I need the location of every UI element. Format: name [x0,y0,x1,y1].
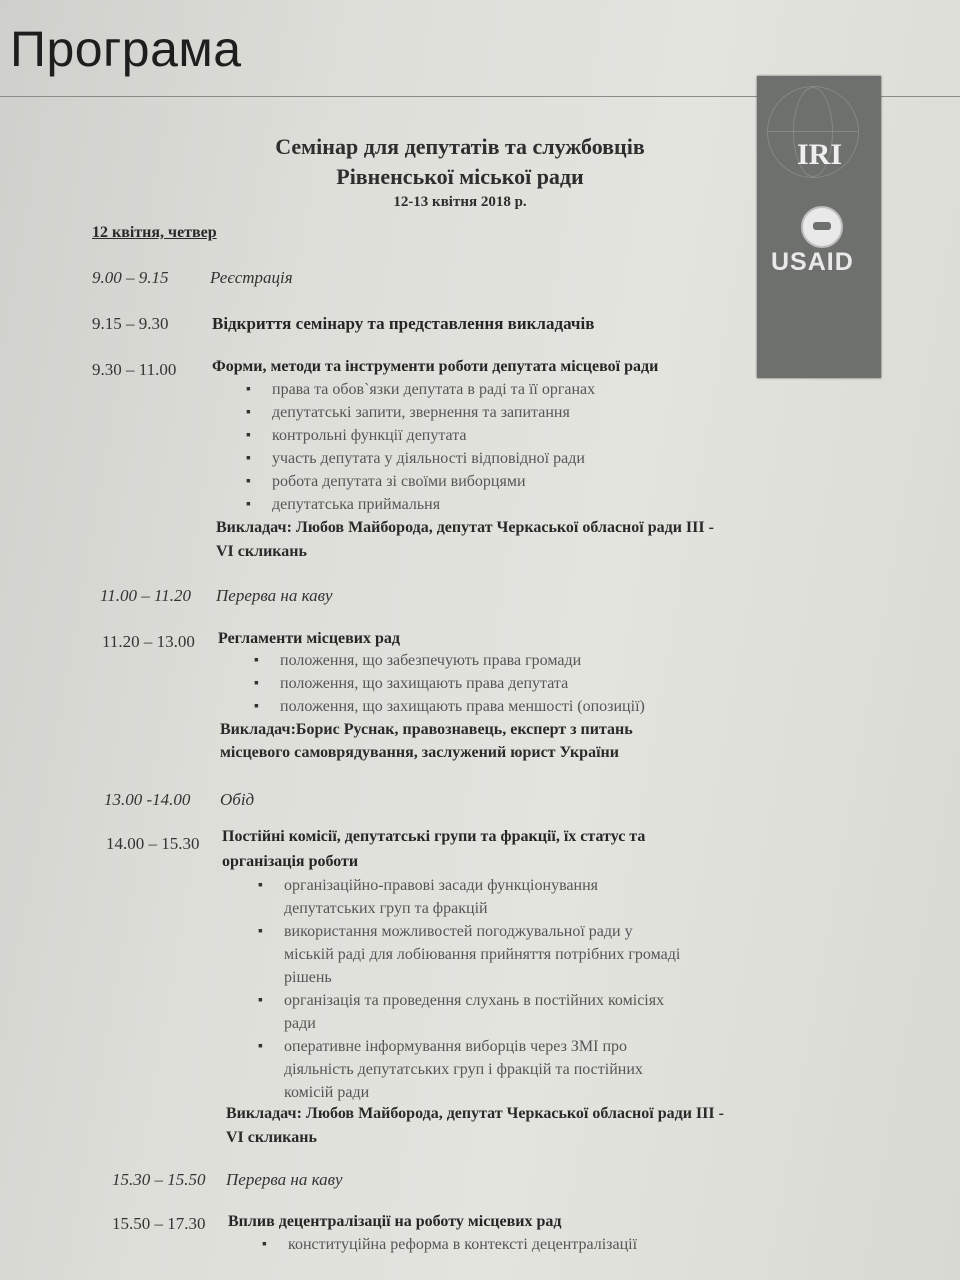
list-item: ▪ участь депутата у діяльності відповідної ради [272,447,585,470]
page-title: Програма [10,21,242,77]
bullet-icon: ▪ [246,428,251,443]
session-label: організація роботи [222,853,359,870]
list-item: ▪ контрольні функції депутата [272,424,467,447]
day-heading: 12 квітня, четвер [92,224,217,241]
session-label: Відкриття семінару та представлення викладачів [212,314,595,333]
session-label: Реєстрація [210,268,293,287]
bullet-icon: ▪ [258,993,263,1008]
list-item: рішень [284,969,332,986]
seminar-title-line-2: Рівненської міської ради [336,164,584,189]
list-item: ▪ положення, що забезпечують права громади [280,649,581,672]
bullet-icon: ▪ [246,474,251,489]
bullet-icon: ▪ [246,451,251,466]
session-time: 13.00 -14.00 [104,790,191,809]
list-item: ▪ права та обов`язки депутата в раді та її органах [272,378,595,401]
list-item: ▪ депутатські запити, звернення та запитання [272,401,570,424]
lecturer-line: Викладач: Любов Майборода, депутат Черкаської обласної ради III - [216,519,714,536]
session-time: 14.00 – 15.30 [106,834,200,853]
bullet-icon: ▪ [246,382,251,397]
list-item: ▪ робота депутата зі своїми виборцями [272,470,526,493]
bullet-icon: ▪ [254,676,259,691]
session-time: 15.30 – 15.50 [112,1170,206,1189]
session-time: 9.00 – 9.15 [92,268,169,287]
session-label: Перерва на каву [216,586,333,605]
session-time: 15.50 – 17.30 [112,1214,206,1233]
usaid-seal-icon [801,206,843,248]
list-item: ▪ положення, що захищають права меншості (опозиції) [280,695,645,718]
bullet-icon: ▪ [262,1237,267,1252]
list-item: міській раді для лобіювання прийняття потрібних громаді [284,946,681,963]
seminar-dates: 12-13 квітня 2018 р. [393,194,527,210]
bullet-icon: ▪ [254,699,259,714]
list-item: ▪ депутатська приймальня [272,493,440,516]
session-label: Форми, методи та інструменти роботи депутата місцевої ради [212,358,659,375]
session-label: Обід [220,790,255,809]
bullet-icon: ▪ [246,405,251,420]
list-item: депутатських груп та фракцій [284,900,488,917]
bullet-icon: ▪ [246,497,251,512]
iri-logo: IRI [797,138,843,171]
list-item: ▪ використання можливостей погоджувальної ради у [284,920,633,943]
lecturer-line: Викладач:Борис Руснак, правознавець, експерт з питань [220,721,633,738]
lecturer-line: місцевого самоврядування, заслужений юрист України [220,744,619,761]
session-time: 9.15 – 9.30 [92,314,169,333]
session-label: Вплив децентралізації на роботу місцевих рад [228,1213,562,1230]
list-item: ▪ організаційно-правові засади функціонування [284,874,598,897]
list-item: ▪ організація та проведення слухань в постійних комісіях [284,989,664,1012]
list-item: ▪ конституційна реформа в контексті децентралізації [288,1233,637,1256]
bullet-icon: ▪ [254,653,259,668]
seminar-title-line-1: Семінар для депутатів та службовців [275,134,645,159]
usaid-logo: USAID [771,248,854,276]
list-item: діяльність депутатських груп і фракцій та постійних [284,1061,643,1078]
sponsor-banner [757,76,881,378]
session-label: Перерва на каву [226,1170,343,1189]
session-time: 9.30 – 11.00 [92,360,177,379]
lecturer-line: VI скликань [226,1129,317,1146]
list-item: ▪ оперативне інформування виборців через ЗМІ про [284,1035,627,1058]
bullet-icon: ▪ [258,878,263,893]
list-item: ради [284,1015,316,1032]
list-item: ▪ положення, що захищають права депутата [280,672,568,695]
bullet-icon: ▪ [258,924,263,939]
session-label: Постійні комісії, депутатські групи та фракції, їх статус та [222,828,646,845]
session-label: Регламенти місцевих рад [218,630,401,647]
list-item: комісій ради [284,1084,370,1101]
lecturer-line: Викладач: Любов Майборода, депутат Черкаської обласної ради III - [226,1105,724,1122]
session-time: 11.20 – 13.00 [102,632,195,651]
lecturer-line: VI скликань [216,543,307,560]
bullet-icon: ▪ [258,1039,263,1054]
session-time: 11.00 – 11.20 [100,586,191,605]
